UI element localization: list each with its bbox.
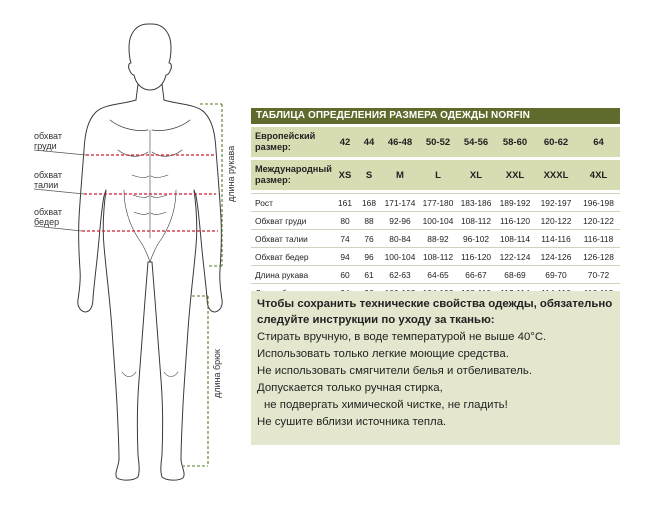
row-label: Обхват груди [251, 212, 333, 230]
chest-label-line-2: груди [34, 141, 57, 151]
european-size-label-line-1: Европейский [255, 131, 316, 141]
european-size-cell: 50-52 [419, 127, 457, 157]
table-cell: 161 [333, 194, 357, 212]
international-size-cell: L [419, 160, 457, 190]
table-row [251, 230, 620, 248]
row-label: Длина рукава [251, 266, 333, 284]
table-cell: 108-112 [419, 248, 457, 266]
waist-label [34, 170, 62, 190]
table-cell: 168 [357, 194, 381, 212]
table-cell: 70-72 [577, 266, 620, 284]
table-row [251, 266, 620, 284]
row-label: Обхват талии [251, 230, 333, 248]
table-cell: 69-70 [535, 266, 577, 284]
trouser-length-label: длина брюк [212, 349, 222, 398]
table-cell: 80-84 [381, 230, 419, 248]
table-cell: 124-126 [535, 248, 577, 266]
table-cell: 183-186 [457, 194, 495, 212]
international-size-label-line-2: размер: [255, 175, 291, 185]
row-label: Обхват бедер [251, 248, 333, 266]
international-size-row [251, 160, 620, 190]
care-instruction: Стирать вручную, в воде температурой не выше 40°C. [257, 331, 547, 343]
european-size-cell: 64 [577, 127, 620, 157]
care-instruction: Не использовать смягчители белья и отбеливатель. [257, 365, 532, 377]
care-instructions-box [251, 291, 620, 445]
european-size-label [251, 127, 333, 157]
table-cell: 60 [333, 266, 357, 284]
size-table-panel [251, 108, 620, 301]
chest-label [34, 131, 62, 151]
table-cell: 88-92 [419, 230, 457, 248]
care-instruction: Не сушите вблизи источника тепла. [257, 416, 447, 428]
table-cell: 74 [333, 230, 357, 248]
table-row [251, 248, 620, 266]
table-cell: 100-104 [381, 248, 419, 266]
sleeve-length-label: длина рукава [226, 145, 236, 202]
table-cell: 88 [357, 212, 381, 230]
table-cell: 116-118 [577, 230, 620, 248]
international-size-cell: S [357, 160, 381, 190]
table-cell: 80 [333, 212, 357, 230]
care-heading-line-2: следуйте инструкции по уходу за тканью: [257, 314, 495, 326]
european-size-cell: 58-60 [495, 127, 535, 157]
table-cell: 61 [357, 266, 381, 284]
international-size-cell: XXL [495, 160, 535, 190]
international-size-cell: M [381, 160, 419, 190]
european-size-cell: 44 [357, 127, 381, 157]
chest-label-line-1: обхват [34, 131, 62, 141]
head-outline [129, 24, 172, 90]
european-size-cell: 54-56 [457, 127, 495, 157]
care-instruction: Допускается только ручная стирка, [257, 382, 443, 394]
table-cell: 62-63 [381, 266, 419, 284]
international-size-label [251, 160, 333, 190]
table-cell: 192-197 [535, 194, 577, 212]
table-cell: 92-96 [381, 212, 419, 230]
row-label: Рост [251, 194, 333, 212]
european-size-cell: 42 [333, 127, 357, 157]
table-cell: 68-69 [495, 266, 535, 284]
table-cell: 116-120 [495, 212, 535, 230]
size-table-title: ТАБЛИЦА ОПРЕДЕЛЕНИЯ РАЗМЕРА ОДЕЖДЫ NORFIN [251, 108, 620, 124]
waist-label-line-1: обхват [34, 170, 62, 180]
table-cell: 108-114 [495, 230, 535, 248]
table-cell: 171-174 [381, 194, 419, 212]
table-row [251, 194, 620, 212]
table-cell: 120-122 [577, 212, 620, 230]
european-size-label-line-2: размер: [255, 142, 291, 152]
hips-label-line-1: обхват [34, 207, 62, 217]
hips-label [34, 207, 62, 227]
table-cell: 114-116 [535, 230, 577, 248]
table-cell: 76 [357, 230, 381, 248]
european-size-cell: 46-48 [381, 127, 419, 157]
table-cell: 96 [357, 248, 381, 266]
table-cell: 108-112 [457, 212, 495, 230]
table-cell: 122-124 [495, 248, 535, 266]
table-cell: 177-180 [419, 194, 457, 212]
table-cell: 116-120 [457, 248, 495, 266]
waist-label-line-2: талии [34, 180, 59, 190]
international-size-cell: XL [457, 160, 495, 190]
table-cell: 64-65 [419, 266, 457, 284]
care-instruction: не подвергать химической чистке, не гладить! [264, 399, 508, 411]
size-table [251, 124, 620, 301]
care-heading-line-1: Чтобы сохранить технические свойства одежды, обязательно [257, 298, 613, 310]
care-instruction: Использовать только легкие моющие средства. [257, 348, 509, 360]
international-size-label-line-1: Международный [255, 164, 332, 174]
table-cell: 120-122 [535, 212, 577, 230]
european-size-cell: 60-62 [535, 127, 577, 157]
table-cell: 126-128 [577, 248, 620, 266]
international-size-cell: XS [333, 160, 357, 190]
european-size-row [251, 127, 620, 157]
table-row [251, 212, 620, 230]
table-cell: 100-104 [419, 212, 457, 230]
table-cell: 189-192 [495, 194, 535, 212]
table-cell: 66-67 [457, 266, 495, 284]
table-cell: 94 [333, 248, 357, 266]
table-cell: 96-102 [457, 230, 495, 248]
international-size-cell: XXXL [535, 160, 577, 190]
hips-label-line-2: бедер [34, 217, 60, 227]
table-cell: 196-198 [577, 194, 620, 212]
international-size-cell: 4XL [577, 160, 620, 190]
